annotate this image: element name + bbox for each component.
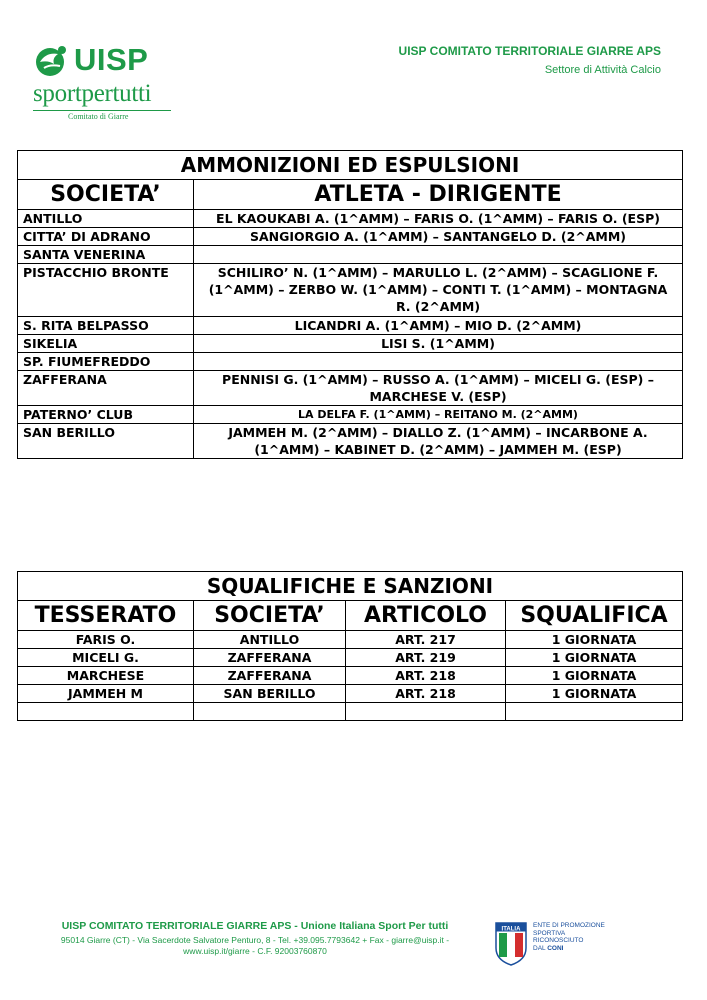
table-row [18,335,683,353]
coni-brand: CONI [547,944,564,952]
table-row [18,631,683,649]
italia-text: ITALIA [501,926,521,932]
societa-cell: SAN BERILLO [18,424,194,459]
logo-divider [33,110,171,111]
atleta-cell: SCHILIRO’ N. (1^AMM) – MARULLO L. (2^AMM) – SCAGLIONE F. (1^AMM) – ZERBO W. (1^AMM) – CONTI T. (1^AMM) – MONTAGNA R. (2^AMM) [194,264,683,317]
runner-logo-icon [32,44,70,78]
squalifica-cell: 1 GIORNATA [506,667,683,685]
tesserato-cell: MICELI G. [18,649,194,667]
col-tesserato-header: TESSERATO [18,601,194,631]
uisp-logo [30,40,190,125]
table-row [18,264,683,317]
col-societa-header: SOCIETA’ [194,601,346,631]
atleta-cell: SANGIORGIO A. (1^AMM) – SANTANGELO D. (2^AMM) [194,228,683,246]
ammonizioni-title: AMMONIZIONI ED ESPULSIONI [18,151,683,180]
societa-cell: CITTA’ DI ADRANO [18,228,194,246]
atleta-cell: EL KAOUKABI A. (1^AMM) – FARIS O. (1^AMM) – FARIS O. (ESP) [194,210,683,228]
table-row [18,246,683,264]
coni-line [533,945,605,953]
col-atleta-header: ATLETA - DIRIGENTE [194,180,683,210]
societa-cell: ZAFFERANA [194,667,346,685]
table-row [18,228,683,246]
coni-text [533,922,605,952]
societa-cell: ANTILLO [194,631,346,649]
empty-cell [18,703,194,721]
table-row [18,317,683,335]
empty-cell [506,703,683,721]
table-row [18,424,683,459]
org-title: UISP COMITATO TERRITORIALE GIARRE APS [398,44,661,58]
tesserato-cell: FARIS O. [18,631,194,649]
table-row [18,353,683,371]
coni-dal: DAL [533,944,548,952]
footer-org-line: UISP COMITATO TERRITORIALE GIARRE APS - Unione Italiana Sport Per tutti [61,920,449,932]
coni-line: SPORTIVA [533,929,566,937]
logo-wordmark: UISP [74,42,149,77]
atleta-cell: LA DELFA F. (1^AMM) – REITANO M. (2^AMM) [194,406,683,424]
squalifica-cell: 1 GIORNATA [506,631,683,649]
articolo-cell: ART. 218 [346,685,506,703]
atleta-cell [194,353,683,371]
societa-cell: S. RITA BELPASSO [18,317,194,335]
societa-cell: SP. FIUMEFREDDO [18,353,194,371]
squalifiche-title: SQUALIFICHE E SANZIONI [18,572,683,601]
empty-cell [346,703,506,721]
col-articolo-header: ARTICOLO [346,601,506,631]
logo-tagline: sportpertutti [33,80,152,107]
articolo-cell: ART. 218 [346,667,506,685]
tesserato-cell: JAMMEH M [18,685,194,703]
societa-cell: PISTACCHIO BRONTE [18,264,194,317]
org-subtitle: Settore di Attività Calcio [544,64,661,76]
articolo-cell: ART. 217 [346,631,506,649]
squalifica-cell: 1 GIORNATA [506,685,683,703]
footer-address: 95014 Giarre (CT) - Via Sacerdote Salvatore Penturo, 8 - Tel. +39.095.7793642 + Fax - giarre@uisp.it - www.uisp.it/giarre - C.F. 92003760870 [60,935,450,956]
table-row [18,667,683,685]
societa-cell: PATERNO’ CLUB [18,406,194,424]
societa-cell: SAN BERILLO [194,685,346,703]
atleta-cell: PENNISI G. (1^AMM) – RUSSO A. (1^AMM) – MICELI G. (ESP) – MARCHESE V. (ESP) [194,371,683,406]
coni-line: ENTE DI PROMOZIONE [533,922,605,929]
societa-cell: ZAFFERANA [194,649,346,667]
table-row [18,703,683,721]
tesserato-cell: MARCHESE [18,667,194,685]
ammonizioni-table [17,150,683,459]
atleta-cell: JAMMEH M. (2^AMM) – DIALLO Z. (1^AMM) – INCARBONE A. (1^AMM) – KABINET D. (2^AMM) – JAMMEH M. (ESP) [194,424,683,459]
empty-cell [194,703,346,721]
table-row [18,685,683,703]
table-row [18,371,683,406]
coni-line: RICONOSCIUTO [533,937,584,944]
col-societa-header: SOCIETA’ [18,180,194,210]
atleta-cell: LISI S. (1^AMM) [194,335,683,353]
logo-subtitle: Comitato di Giarre [68,112,129,121]
col-squalifica-header: SQUALIFICA [506,601,683,631]
societa-cell: ZAFFERANA [18,371,194,406]
table-row [18,210,683,228]
societa-cell: ANTILLO [18,210,194,228]
table-row [18,406,683,424]
societa-cell: SIKELIA [18,335,194,353]
squalifica-cell: 1 GIORNATA [506,649,683,667]
italia-label [497,924,525,932]
articolo-cell: ART. 219 [346,649,506,667]
coni-badge [495,922,615,970]
atleta-cell: LICANDRI A. (1^AMM) – MIO D. (2^AMM) [194,317,683,335]
atleta-cell [194,246,683,264]
footer [30,920,480,957]
header-org [399,44,661,76]
societa-cell: SANTA VENERINA [18,246,194,264]
table-row [18,649,683,667]
squalifiche-table [17,571,683,721]
